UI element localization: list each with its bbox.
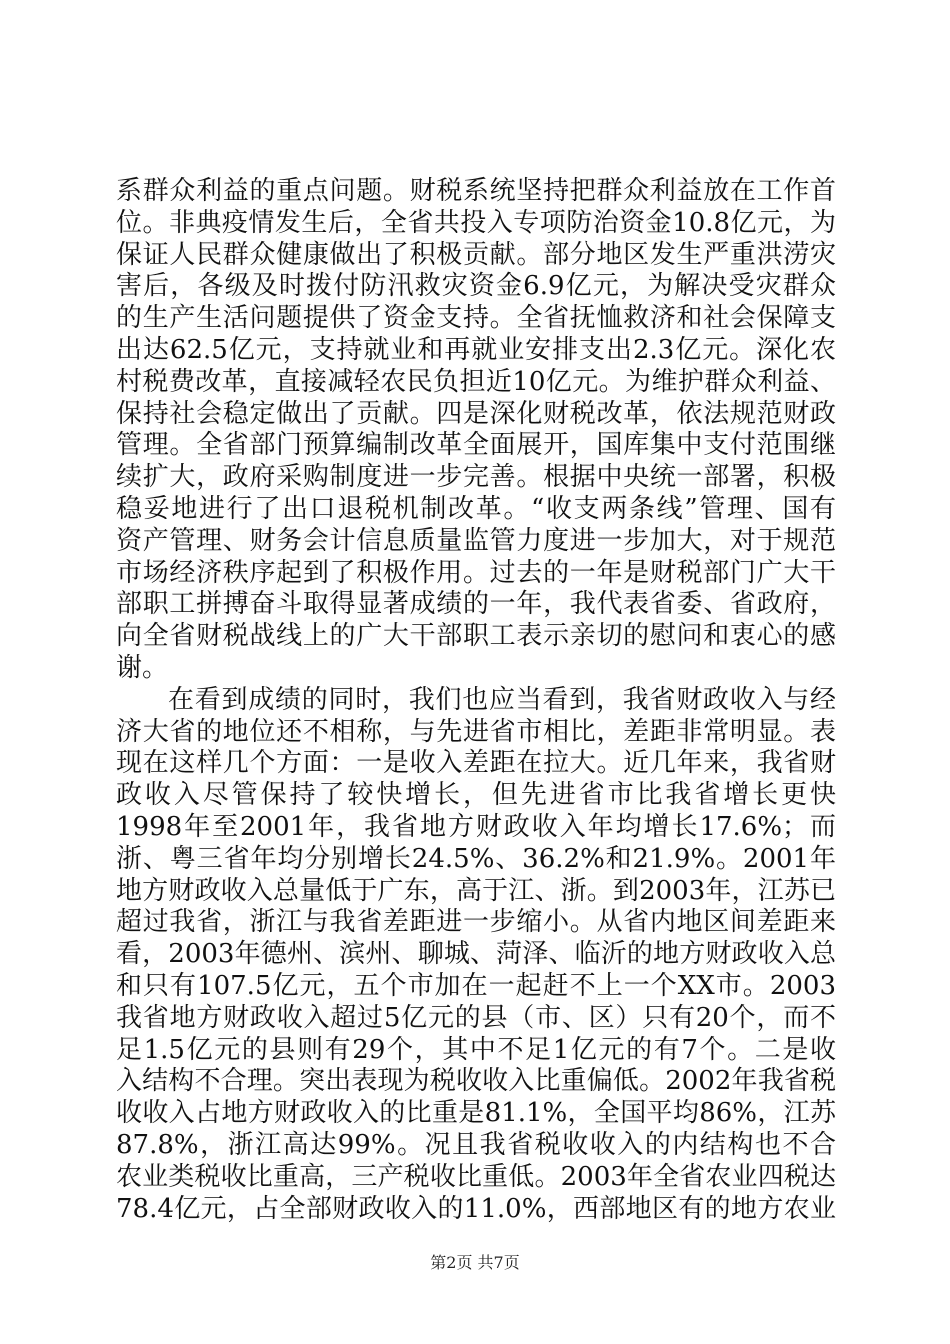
text-line: 续扩大，政府采购制度进一步完善。根据中央统一部署，积极	[116, 462, 836, 493]
text-line: 村税费改革，直接减轻农民负担近10亿元。为维护群众利益、	[116, 366, 836, 397]
text-line: 收收入占地方财政收入的比重是81.1%，全国平均86%，江苏	[116, 1098, 836, 1129]
text-line: 部职工拼搏奋斗取得显著成绩的一年，我代表省委、省政府，	[116, 589, 836, 620]
text-line: 看，2003年德州、滨州、聊城、菏泽、临沂的地方财政收入总	[116, 939, 836, 970]
text-line: 向全省财税战线上的广大干部职工表示亲切的慰问和衷心的感	[116, 621, 836, 652]
text-line: 政收入尽管保持了较快增长，但先进省市比我省增长更快	[116, 780, 836, 811]
text-line: 的生产生活问题提供了资金支持。全省抚恤救济和社会保障支	[116, 303, 836, 334]
text-line: 地方财政收入总量低于广东，高于江、浙。到2003年，江苏已	[116, 875, 836, 906]
text-line: 市场经济秩序起到了积极作用。过去的一年是财税部门广大干	[116, 557, 836, 588]
text-line: 足1.5亿元的县则有29个，其中不足1亿元的有7个。二是收	[116, 1034, 836, 1065]
text-line: 浙、粤三省年均分别增长24.5%、36.2%和21.9%。2001年	[116, 843, 836, 874]
text-line: 出达62.5亿元，支持就业和再就业安排支出2.3亿元。深化农	[116, 334, 836, 365]
text-line: 和只有107.5亿元，五个市加在一起赶不上一个XX市。2003	[116, 970, 836, 1001]
text-line: 害后，各级及时拨付防汛救灾资金6.9亿元，为解决受灾群众	[116, 271, 836, 302]
text-line: 谢。	[116, 652, 169, 683]
text-line: 现在这样几个方面：一是收入差距在拉大。近几年来，我省财	[116, 748, 836, 779]
text-line: 保证人民群众健康做出了积极贡献。部分地区发生严重洪涝灾	[116, 239, 836, 270]
text-line: 位。非典疫情发生后，全省共投入专项防治资金10.8亿元，为	[116, 207, 836, 238]
text-line: 入结构不合理。突出表现为税收收入比重偏低。2002年我省税	[116, 1066, 836, 1097]
text-line: 保持社会稳定做出了贡献。四是深化财税改革，依法规范财政	[116, 398, 836, 429]
text-line: 我省地方财政收入超过5亿元的县（市、区）只有20个，而不	[116, 1002, 836, 1033]
text-line: 1998年至2001年，我省地方财政收入年均增长17.6%；而	[116, 811, 836, 842]
paragraph-first-line: 在看到成绩的同时，我们也应当看到，我省财政收入与经	[168, 684, 836, 715]
text-line: 稳妥地进行了出口退税机制改革。“收支两条线”管理、国有	[116, 493, 836, 524]
text-line: 超过我省，浙江与我省差距进一步缩小。从省内地区间差距来	[116, 907, 836, 938]
text-line: 78.4亿元，占全部财政收入的11.0%，西部地区有的地方农业	[116, 1193, 836, 1224]
text-line: 资产管理、财务会计信息质量监管力度进一步加大，对于规范	[116, 525, 836, 556]
page-number-footer: 第2页 共7页	[430, 1253, 520, 1272]
text-line: 济大省的地位还不相称，与先进省市相比，差距非常明显。表	[116, 716, 836, 747]
text-line: 87.8%，浙江高达99%。况且我省税收收入的内结构也不合	[116, 1129, 836, 1160]
text-line: 农业类税收比重高，三产税收比重低。2003年全省农业四税达	[116, 1161, 836, 1192]
text-line: 系群众利益的重点问题。财税系统坚持把群众利益放在工作首	[116, 176, 836, 206]
text-line: 管理。全省部门预算编制改革全面展开，国库集中支付范围继	[116, 430, 836, 461]
body-text	[116, 176, 836, 1225]
